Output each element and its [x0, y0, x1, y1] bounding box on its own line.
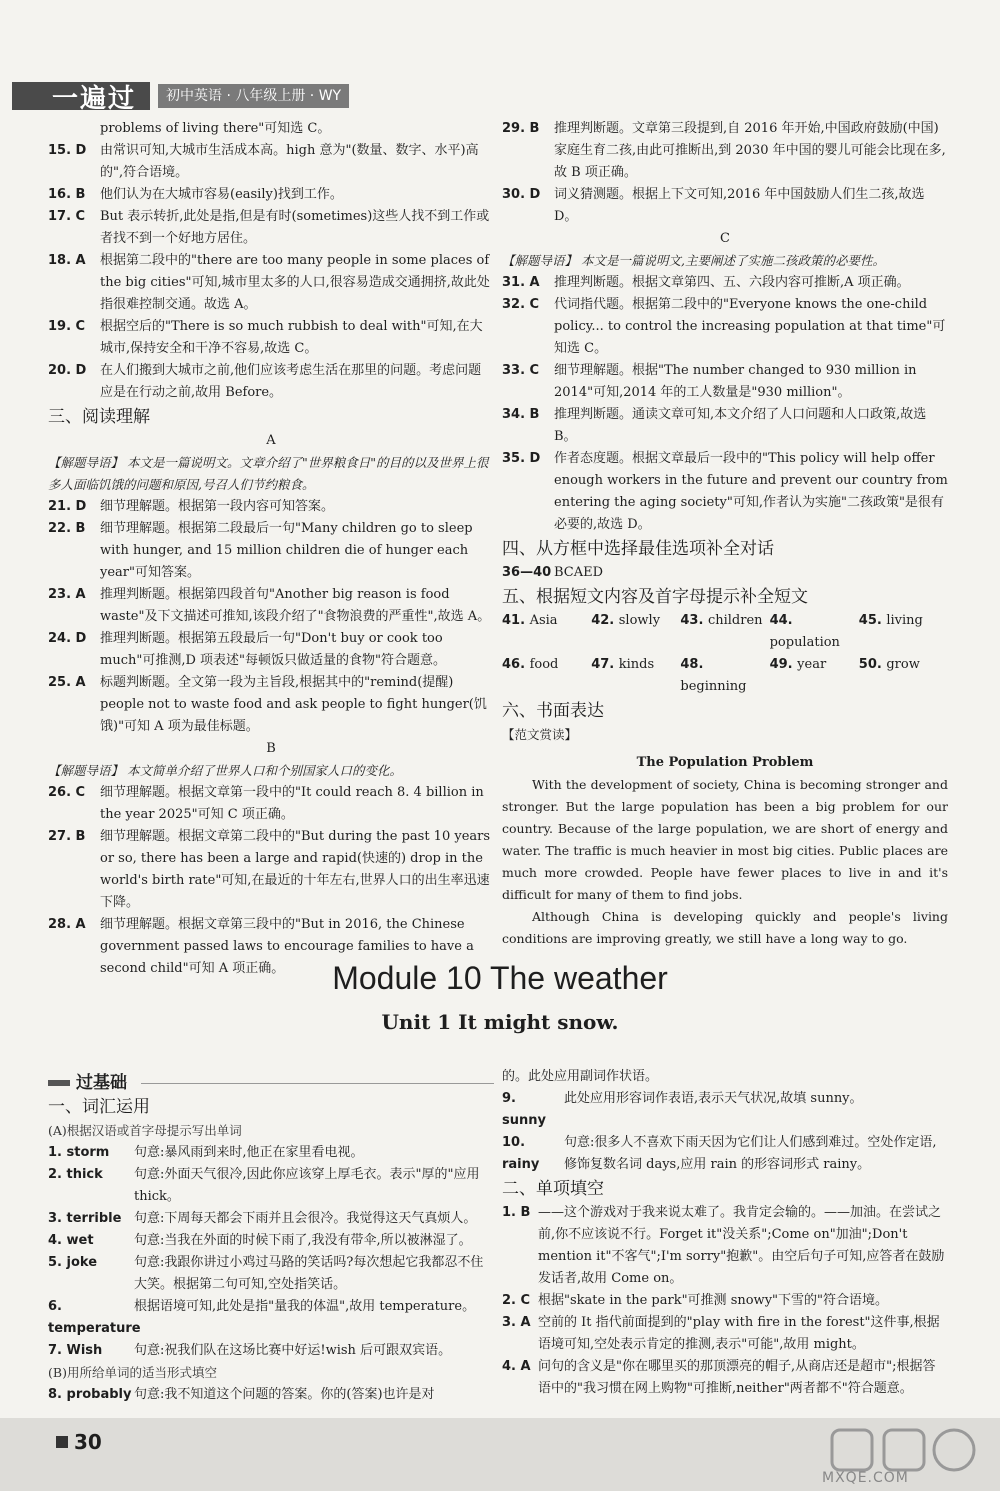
- part-b-label: B: [266, 741, 276, 756]
- unit-title: Unit 1 It might snow.: [381, 1010, 619, 1034]
- answer-text: 代词指代题。根据第二段中的"Everyone knows the one-child policy... to control the increasing population at that time"可知选 C。: [554, 297, 946, 356]
- sub-b-instruction: (B)用所给单词的适当形式填空: [48, 1365, 217, 1380]
- answer-item: [502, 360, 948, 404]
- answer-text: 句意:很多人不喜欢下雨天因为它们让人们感到难过。空处作定语,修饰复数名词 days,应用 rain 的形容词形式 rainy。: [564, 1135, 937, 1172]
- answer-text: 句意:我跟你讲过小鸡过马路的笑话吗?每次想起它我都忍不住大笑。根据第二句可知,空处指笑话。: [134, 1255, 484, 1292]
- answer-text: 根据"skate in the park"可推测 snowy"下雪的"符合语境。: [538, 1293, 888, 1308]
- answer-item: [48, 496, 494, 518]
- answer-text: 句意:当我在外面的时候下雨了,我没有带伞,所以被淋湿了。: [134, 1233, 472, 1248]
- right-column: [502, 118, 948, 950]
- answer-item: [502, 294, 948, 360]
- guide-c: 【解题导语】 本文是一篇说明文,主要阐述了实施二孩政策的必要性。: [502, 253, 885, 268]
- basics-badge-label: 过基础: [76, 1073, 127, 1093]
- page-number-text: 30: [74, 1430, 102, 1454]
- answer-item: [502, 1312, 948, 1356]
- fill-answer-word: kinds: [618, 657, 655, 672]
- answer-num: 1. storm: [48, 1145, 110, 1160]
- answer-text: 他们认为在大城市容易(easily)找到工作。: [100, 187, 343, 202]
- answer-text: 句意:下周每天都会下雨并且会很冷。我觉得这天气真烦人。: [134, 1211, 477, 1226]
- answer-item: [502, 118, 948, 184]
- sub-a-instruction: (A)根据汉语或首字母提示写出单词: [48, 1123, 242, 1138]
- fill-answer-num: 42.: [591, 613, 619, 628]
- answer-num: 6. temperature: [48, 1299, 141, 1336]
- page-marker-icon: [56, 1436, 68, 1448]
- answer-item: [48, 672, 494, 738]
- section-vocab-title: 一、词汇运用: [48, 1097, 150, 1117]
- fill-answer: [591, 610, 680, 654]
- left-lead: problems of living there"可知选 C。: [100, 121, 331, 136]
- fill-answer: [770, 654, 859, 698]
- fill-answer-word: beginning: [680, 679, 747, 694]
- essay-paragraph-2: Although China is developing quickly and people's living conditions are improving greatly, we still have a long way to go.: [502, 909, 948, 946]
- answer-text: 标题判断题。全文第一段为主旨段,根据其中的"remind(提醒) people not to waste food and ask people to fight hunger(饥饿)"可知 A 项为最佳标题。: [100, 675, 487, 734]
- page-number: [56, 1430, 102, 1454]
- answer-text: 句意:祝我们队在这场比赛中好运!wish 后可跟双宾语。: [134, 1343, 452, 1358]
- dialog-answer: [502, 562, 948, 584]
- fill-answer: [859, 610, 948, 654]
- answer-text: 句意:暴风雨到来时,他正在家里看电视。: [134, 1145, 364, 1160]
- answer-text: 词义猜测题。根据上下文可知,2016 年中国鼓励人们生二孩,故选 D。: [554, 187, 925, 224]
- answer-item: [48, 1230, 494, 1252]
- answer-item: [502, 184, 948, 228]
- answer-item: [48, 140, 494, 184]
- answer-num: 8. probably: [48, 1387, 132, 1402]
- answer-num: 21. D: [48, 499, 87, 514]
- answer-item: [48, 1340, 494, 1362]
- fill-answer-word: food: [529, 657, 559, 672]
- answer-num: 34. B: [502, 407, 540, 422]
- fill-answer: [680, 654, 769, 698]
- right-items-b: [502, 272, 948, 536]
- header-series: 初中英语 · 八年级上册 · WY: [158, 84, 349, 108]
- answer-num: 19. C: [48, 319, 86, 334]
- answer-text: 推理判断题。通读文章可知,本文介绍了人口问题和人口政策,故选 B。: [554, 407, 927, 444]
- answer-num: 26. C: [48, 785, 86, 800]
- answer-item: [48, 628, 494, 672]
- header-logo: 一遍过: [52, 84, 137, 114]
- answer-num: 28. A: [48, 917, 86, 932]
- fill-answer-num: 45.: [858, 613, 887, 628]
- answer-num: 25. A: [48, 675, 86, 690]
- fill-answer: [591, 654, 680, 698]
- fill-answer-num: 46.: [502, 657, 530, 672]
- answer-item: [48, 250, 494, 316]
- answer-text: 作者态度题。根据文章最后一段中的"This policy will help offer enough workers in the future and prevent our country from entering the aging society"可知,作者认为实施"二孩政策"是很有必要的,故选 D。: [554, 451, 948, 532]
- bottom-right-items-b: [502, 1202, 948, 1400]
- answer-item: [48, 206, 494, 250]
- answer-item: [48, 1164, 494, 1208]
- answer-item: [502, 1088, 948, 1132]
- answer-num: 22. B: [48, 521, 86, 536]
- bottom-right-items-a: [502, 1088, 948, 1176]
- vocab-items: [48, 1142, 494, 1362]
- answer-item: [48, 184, 494, 206]
- fill-answer-num: 47.: [591, 657, 619, 672]
- answer-item: [48, 1252, 494, 1296]
- answer-item: [502, 1202, 948, 1290]
- answer-text: ——这个游戏对于我来说太难了。我肯定会输的。——加油。在尝试之前,你不应该说不行。Forget it"没关系";Come on"加油";Don't mention it"不客气";I'm sorry"抱歉"。由空后句子可知,应答者在鼓励发话者,故用 Come on。: [538, 1205, 945, 1286]
- answer-num: 3. terrible: [48, 1211, 122, 1226]
- section-dialog-title: 四、从方框中选择最佳选项补全对话: [502, 539, 774, 559]
- answer-num: 23. A: [48, 587, 86, 602]
- fill-answer: [859, 654, 948, 698]
- watermark-site: MXQE.COM: [822, 1470, 909, 1486]
- answer-text: 在人们搬到大城市之前,他们应该考虑生活在那里的问题。考虑问题应是在行动之前,故用 Before。: [100, 363, 482, 400]
- part-c-label: C: [720, 231, 730, 246]
- answer-text: 细节理解题。根据文章第三段中的"But in 2016, the Chinese government passed laws to encourage families to have a second child"可知 A 项正确。: [100, 917, 474, 976]
- module-title: Module 10 The weather: [332, 960, 668, 996]
- answer-num: 17. C: [48, 209, 86, 224]
- answer-item: [48, 518, 494, 584]
- answer-text: 细节理解题。根据文章第一段中的"It could reach 8. 4 billion in the year 2025"可知 C 项正确。: [100, 785, 484, 822]
- answer-num: 4. wet: [48, 1233, 94, 1248]
- fill-answer-word: children: [707, 613, 763, 628]
- fill-answer-num: 44.: [769, 613, 793, 628]
- answer-text: 问句的含义是"你在哪里买的那顶漂亮的帽子,从商店还是超市";根据答语中的"我习惯在网上购物"可推断,neither"两者都不"符合题意。: [538, 1359, 936, 1396]
- answer-item: [48, 826, 494, 914]
- fill-answer: [770, 610, 859, 654]
- left-items-a: [48, 140, 494, 404]
- answer-item: [48, 360, 494, 404]
- fill-answer-word: living: [886, 613, 923, 628]
- answer-num: 16. B: [48, 187, 86, 202]
- answer-text: 细节理解题。根据第一段内容可知答案。: [100, 499, 335, 514]
- basics-badge: [48, 1072, 494, 1094]
- fill-answer: [502, 610, 591, 654]
- answer-item: [48, 316, 494, 360]
- answer-num: 33. C: [502, 363, 540, 378]
- answer-num: 7. Wish: [48, 1343, 103, 1358]
- answer-text: 根据第二段中的"there are too many people in some places of the big cities"可知,城市里太多的人口,很容易造成交通拥挤,故此处指很难控制交通。故选 A。: [100, 253, 490, 312]
- fill-answers-grid: [502, 610, 948, 698]
- answer-item: [502, 272, 948, 294]
- section-fill-title: 五、根据短文内容及首字母提示补全短文: [502, 587, 808, 607]
- left-items-b: [48, 496, 494, 738]
- badge-divider: [141, 1083, 494, 1084]
- section-reading-title: 三、阅读理解: [48, 407, 150, 427]
- answer-item: [502, 1132, 948, 1176]
- answer-num: 18. A: [48, 253, 86, 268]
- section-choice-title: 二、单项填空: [502, 1179, 604, 1199]
- answer-item: [48, 1296, 494, 1340]
- answer-text: 此处应用形容词作表语,表示天气状况,故填 sunny。: [564, 1091, 863, 1106]
- answer-num: 27. B: [48, 829, 86, 844]
- answer-text: 细节理解题。根据第二段最后一句"Many children go to sleep with hunger, and 15 million children die of hunger each year"可知答案。: [100, 521, 473, 580]
- answer-num: 30. D: [502, 187, 541, 202]
- answer-item: [48, 584, 494, 628]
- answer-num: 3. A: [502, 1315, 531, 1330]
- fill-answer-word: grow: [886, 657, 920, 672]
- answer-num: 2. C: [502, 1293, 531, 1308]
- left-items-c: [48, 782, 494, 980]
- fill-answer-word: slowly: [618, 613, 661, 628]
- answer-item: [502, 1356, 948, 1400]
- answer-item: [48, 1142, 494, 1164]
- fill-answer-num: 49.: [769, 657, 798, 672]
- bottom-left-column: [48, 1072, 494, 1406]
- answer-text: 句意:外面天气很冷,因此你应该穿上厚毛衣。表示"厚的"应用 thick。: [134, 1167, 480, 1204]
- answer-num: 31. A: [502, 275, 540, 290]
- part-a-label: A: [266, 433, 276, 448]
- fill-answer-num: 48.: [680, 657, 704, 672]
- answer-text: 推理判断题。根据第四段首句"Another big reason is food waste"及下文描述可推知,该段介绍了"食物浪费的严重性",故选 A。: [100, 587, 491, 624]
- answer-num: 4. A: [502, 1359, 531, 1374]
- answer-text: 推理判断题。文章第三段提到,自 2016 年开始,中国政府鼓励(中国)家庭生育二孩,由此可推断出,到 2030 年中国的婴儿可能会比现在多,故 B 项正确。: [554, 121, 946, 180]
- answer-num: 24. D: [48, 631, 87, 646]
- answer-num: 15. D: [48, 143, 87, 158]
- guide-a: 【解题导语】 本文是一篇说明文。文章介绍了"世界粮食日"的目的以及世界上很多人面临饥饿的问题和原因,号召人们节约粮食。: [48, 455, 489, 492]
- answer-num: 20. D: [48, 363, 87, 378]
- answer-item: [502, 1290, 948, 1312]
- bottom-right-column: [502, 1066, 948, 1400]
- answer-num: 10. rainy: [502, 1135, 540, 1172]
- left-column: [48, 118, 494, 980]
- answer-num: 5. joke: [48, 1255, 98, 1270]
- answer-num: 9. sunny: [502, 1091, 546, 1128]
- fill-answer: [680, 610, 769, 654]
- answer-text: 空前的 It 指代前面提到的"play with fire in the forest"这件事,根据语境可知,空处表示肯定的推测,表示"可能",故用 might。: [538, 1315, 940, 1352]
- answer-text: 细节理解题。根据文章第二段中的"But during the past 10 years or so, there has been a large and rapid(快速的) drop in the world's birth rate"可知,在最近的十年左右,世界人口的出生率迅速下降。: [100, 829, 491, 910]
- answer-item: [48, 1208, 494, 1230]
- fill-answer-num: 41.: [502, 613, 530, 628]
- answer-text: But 表示转折,此处是指,但是有时(sometimes)这些人找不到工作或者找不到一个好地方居住。: [100, 209, 490, 246]
- answer-num: 35. D: [502, 451, 541, 466]
- answer-item: [502, 404, 948, 448]
- sample-label: 【范文赏读】: [502, 727, 578, 742]
- section-writing-title: 六、书面表达: [502, 701, 604, 721]
- guide-b: 【解题导语】 本文简单介绍了世界人口和个别国家人口的变化。: [48, 763, 402, 778]
- fill-answer-word: year: [797, 657, 827, 672]
- answer-text: 由常识可知,大城市生活成本高。high 意为"(数量、数字、水平)高的",符合语境。: [100, 143, 479, 180]
- answer-text: 句意:我不知道这个问题的答案。你的(答案)也许是对: [134, 1387, 435, 1402]
- fill-answer-num: 43.: [680, 613, 708, 628]
- badge-mark-icon: [48, 1080, 70, 1086]
- answer-num: 1. B: [502, 1205, 531, 1220]
- answer-text: 推理判断题。根据第五段最后一句"Don't buy or cook too much"可推测,D 项表述"每顿饭只做适量的食物"符合题意。: [100, 631, 446, 668]
- answer-item: [48, 782, 494, 826]
- answer-num: 2. thick: [48, 1167, 103, 1182]
- essay-paragraph-1: With the development of society, China is becoming stronger and stronger. But the large population has been a big problem for our country. Because of the large population, we are short of energy and water. The traffic is much heavier in most big cities. Public places are much more crowded. People have fewer places to live in and it's difficult for many of them to find jobs.: [502, 777, 948, 902]
- answer-text: 根据空后的"There is so much rubbish to deal with"可知,在大城市,保持安全和干净不容易,故选 C。: [100, 319, 483, 356]
- right-items-a: [502, 118, 948, 228]
- answer-text: 推理判断题。根据文章第四、五、六段内容可推断,A 项正确。: [554, 275, 910, 290]
- answer-item: [502, 448, 948, 536]
- answer-num: 29. B: [502, 121, 540, 136]
- answer-text: 根据语境可知,此处是指"量我的体温",故用 temperature。: [134, 1299, 476, 1314]
- answer-num: 32. C: [502, 297, 540, 312]
- fill-answer: [502, 654, 591, 698]
- dialog-answer-num: 36—40: [502, 565, 552, 580]
- essay-title: The Population Problem: [636, 755, 814, 770]
- fill-answer-word: Asia: [529, 613, 558, 628]
- dialog-answer-text: BCAED: [554, 565, 604, 580]
- bottom-right-lead: 的。此处应用副词作状语。: [502, 1069, 659, 1084]
- answer-item: [48, 1384, 494, 1406]
- fill-answer-word: population: [769, 635, 840, 650]
- fill-answer-num: 50.: [858, 657, 887, 672]
- answer-text: 细节理解题。根据"The number changed to 930 million in 2014"可知,2014 年的工人数量是"930 million"。: [554, 363, 917, 400]
